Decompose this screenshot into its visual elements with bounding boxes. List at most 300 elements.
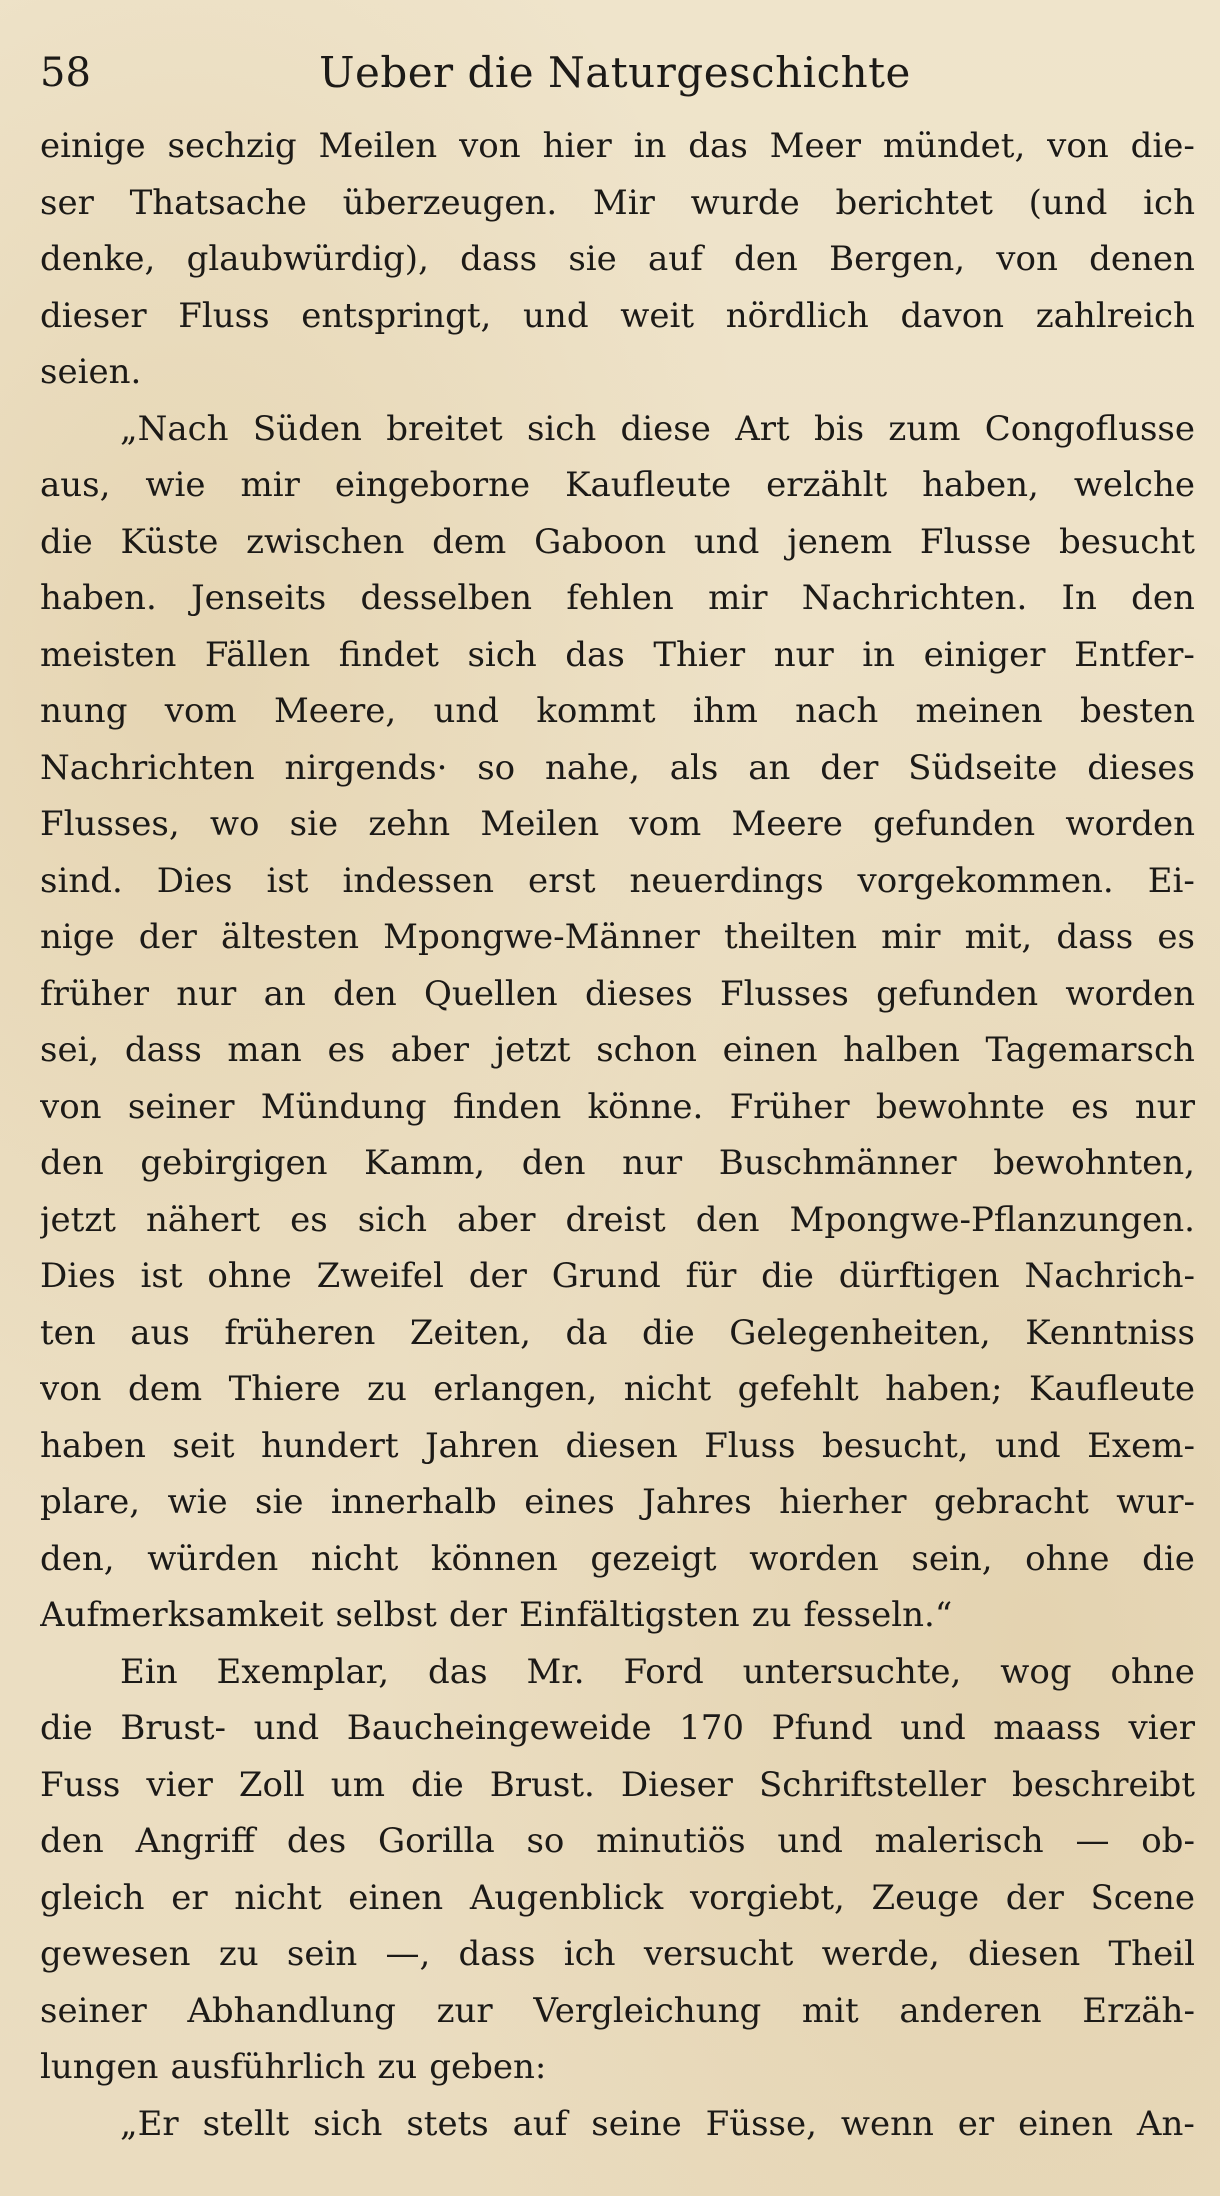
word: den [734,239,798,279]
word: nur [1134,1086,1195,1127]
word: Meere, [273,691,397,731]
word: Thier [653,634,746,675]
word: Bergen, [829,239,966,279]
text-line [40,1418,1195,1475]
text-line [40,1531,1195,1588]
word: gezeigt [590,1538,717,1579]
text-line [40,1757,1195,1814]
word: stellt [202,2103,290,2144]
word: Meilen [480,804,600,844]
word: anderen [899,1990,1042,2031]
text-line [40,1587,1195,1644]
word: der [1005,1877,1064,1918]
word: auf [512,2103,568,2144]
word: es [327,1030,366,1070]
word: maass [993,1708,1101,1748]
word: der [820,747,879,788]
word: Mpongwe-Männer [383,917,700,957]
word: hier [542,126,612,166]
word: gleich [40,1877,145,1918]
word: die [642,1312,695,1353]
word: bewohnten, [993,1143,1195,1183]
word: den [40,1821,104,1861]
word: dürftigen [838,1256,1000,1296]
word: und [900,1708,966,1748]
word: mir [881,917,941,957]
word: gebirgigen [140,1143,328,1183]
word: Küste [120,521,219,562]
word: wurde [690,182,800,223]
word: Kaufleute [565,465,732,505]
text-line [40,1079,1195,1136]
word: wur- [1116,1482,1195,1522]
word: neuerdings [629,860,824,901]
word: von [40,1369,102,1409]
word: erzählt [766,465,888,505]
word: sich [526,408,597,449]
word: Fluss [704,1425,796,1466]
text-line [40,118,1195,175]
word: Augenblick [469,1877,664,1918]
text-line [40,1135,1195,1192]
word: Zoll [238,1764,305,1805]
word: einen [348,1877,444,1918]
text-line [40,401,1195,458]
word: besucht, [821,1425,969,1466]
word: so [477,747,516,788]
word: worden [749,1538,879,1579]
text-line [40,1870,1195,1927]
text-line [40,1474,1195,1531]
word: seiner [127,1086,235,1127]
word: findet [338,634,439,675]
word: kommt [536,691,656,731]
word: es [290,1199,328,1240]
word: Kamm, [364,1143,486,1183]
word: desselben [360,578,533,618]
word: in [633,126,667,166]
word: bis [814,408,865,449]
word: eines [524,1482,615,1522]
word: früheren [224,1312,376,1353]
word: als [669,747,719,788]
text-line [40,1361,1195,1418]
word: würden [147,1538,279,1579]
word: dass [1056,917,1134,957]
text-line [40,1813,1195,1870]
word: Flusses [720,973,849,1014]
word: entspringt, [301,295,492,336]
word: und [777,1821,843,1861]
word: den [521,1143,586,1183]
word: erst [528,860,596,901]
word: nördlich [725,295,869,336]
word: hundert [261,1425,399,1466]
word: den [1131,578,1195,618]
word: und [693,521,760,562]
text-line [40,1926,1195,1983]
text-line [40,288,1195,345]
word: malerisch [874,1821,1044,1861]
word: von [996,239,1058,279]
word: es [1071,1086,1109,1127]
word: nach [795,691,879,731]
word: worden [1065,804,1195,844]
word: wog [1000,1651,1072,1692]
word: es [1157,917,1195,957]
text-line [40,2039,1195,2096]
text-line [40,627,1195,684]
word: welche [1073,465,1195,505]
word: Quellen [424,973,558,1014]
word: wo [209,804,260,844]
word: dieses [584,973,693,1014]
word: Mündung [260,1086,427,1127]
word: nur [622,1143,683,1183]
word: sechzig [167,126,297,166]
word: selbst [335,1595,437,1635]
word: Jahren [424,1425,540,1466]
text-line [40,740,1195,797]
word: dieser [40,295,147,336]
word: wenn [840,2103,934,2144]
word: sind. [40,860,123,901]
word: ihm [692,691,758,731]
word: vorgekommen. [857,860,1114,901]
word: nige [40,917,115,957]
word: vom [164,691,237,731]
word: aber [457,1199,536,1240]
word: beschreibt [1011,1764,1195,1805]
word: Dieser [620,1764,733,1805]
word: nicht [234,1877,322,1918]
text-line [40,1305,1195,1362]
word: Zeuge [871,1877,980,1918]
word: die [410,1764,464,1805]
word: weit [620,295,695,336]
word: Tagemarsch [985,1030,1195,1070]
word: Gaboon [534,521,667,562]
word: vier [146,1764,213,1805]
word: auf [648,239,703,279]
word: berichtet [835,182,993,223]
word: glaubwürdig), [186,239,429,279]
word: dreist [565,1199,666,1240]
word: „Nach [120,408,229,449]
word: Brust. [489,1764,595,1805]
word: seine [591,2103,682,2144]
word: Zweifel [316,1256,444,1296]
word: ohne [1110,1651,1195,1692]
word: zu [377,2047,418,2087]
text-line [40,1248,1195,1305]
word: besten [1079,691,1195,731]
word: vom [629,804,702,844]
word: Flusse [919,521,1032,562]
text-line [40,1022,1195,1079]
body-text [40,118,1195,2152]
word: — [1075,1821,1110,1861]
word: bewohnte [875,1086,1045,1127]
word: In [1061,578,1097,618]
word: Buschmänner [718,1143,957,1183]
word: Baucheingeweide [346,1708,652,1748]
word: minutiös [596,1821,746,1861]
word: nung [40,691,128,731]
word: Mir [592,182,655,223]
word: Nachrichten [40,747,255,788]
word: Südseite [908,747,1058,788]
word: Pfund [771,1708,873,1748]
word: indessen [342,860,495,901]
word: früher [40,973,150,1014]
word: gewesen [40,1934,191,1974]
word: stets [406,2103,489,2144]
word: er [957,2103,995,2144]
word: und [523,295,589,336]
word: —, [385,1934,431,1974]
word: seiner [40,1990,147,2031]
word: mit, [964,917,1033,957]
word: sie [255,1482,304,1522]
word: die [1142,1538,1195,1579]
word: den, [40,1538,115,1579]
page-number: 58 [40,50,91,96]
word: 170 [679,1708,745,1748]
text-line [40,344,1195,401]
word: aber [390,1030,470,1070]
word: lungen [40,2047,159,2087]
word: haben, [922,465,1039,505]
word: von [459,126,521,166]
word: Gelegenheiten, [729,1312,991,1353]
word: Ei- [1147,860,1195,901]
word: dass [124,1030,202,1070]
word: der [468,1256,527,1296]
word: finden [452,1086,562,1127]
word: das [565,634,625,675]
word: aus [130,1312,190,1353]
word: nur [773,634,834,675]
word: innerhalb [330,1482,497,1522]
word: können [430,1538,558,1579]
word: sie [289,804,339,844]
word: an [263,973,306,1014]
word: dass [460,239,538,279]
word: sich [467,634,537,675]
text-line [40,796,1195,853]
word: geben: [429,2047,547,2087]
text-line [40,231,1195,288]
word: Vergleichung [533,1990,762,2031]
word: seien. [40,352,142,392]
word: Einfältigsten [518,1595,740,1635]
word: zwischen [246,521,405,562]
word: mir [240,465,300,505]
word: Aufmerksamkeit [40,1595,324,1635]
word: jetzt [494,1030,571,1070]
word: plare, [40,1482,141,1522]
word: haben; [885,1369,1003,1409]
text-line [40,683,1195,740]
word: nähert [145,1199,261,1240]
word: des [286,1821,347,1861]
word: Jenseits [191,578,327,618]
word: Nachrichten. [801,578,1028,618]
word: von [40,1086,102,1127]
word: Mpongwe-Pflanzungen. [789,1199,1195,1240]
word: ich [563,1934,616,1974]
word: einen [1018,2103,1113,2144]
word: Congoflusse [984,408,1195,449]
word: Jahres [642,1482,752,1522]
word: ob- [1141,1821,1195,1861]
word: mit [801,1990,859,2031]
text-line [40,175,1195,232]
word: die [761,1256,814,1296]
word: ohne [1025,1538,1110,1579]
word: Erzäh- [1082,1990,1195,2031]
word: überzeugen. [342,182,558,223]
word: hierher [779,1482,907,1522]
word: haben [40,1425,146,1466]
word: man [227,1030,302,1070]
word: sei, [40,1030,100,1070]
word: zu [751,1595,792,1635]
word: nur [176,973,237,1014]
text-line [40,1983,1195,2040]
word: gefehlt [737,1369,859,1409]
page-header [40,42,1190,104]
text-line [40,2096,1195,2153]
word: Scene [1090,1877,1195,1918]
word: könne. [587,1086,704,1127]
word: sein [286,1934,358,1974]
word: Exem- [1087,1425,1195,1466]
word: dieses [1087,747,1195,788]
text-line [40,457,1195,514]
word: gefunden [876,973,1039,1014]
word: Fällen [204,634,311,675]
word: vorgiebt, [689,1877,845,1918]
word: er [171,1877,208,1918]
word: jetzt [40,1199,116,1240]
word: fesseln.“ [803,1595,953,1635]
word: nicht [310,1538,399,1579]
word: und [433,691,500,731]
word: untersuchte, [742,1651,962,1692]
word: an [748,747,791,788]
word: ich [1143,182,1195,223]
text-line [40,514,1195,571]
word: in [862,634,896,675]
running-title: Ueber die Naturgeschichte [319,48,911,97]
word: dem [432,521,507,562]
word: vier [1128,1708,1195,1748]
text-line [40,570,1195,627]
word: Gorilla [377,1821,495,1861]
word: wie [167,1482,228,1522]
word: Kaufleute [1028,1369,1195,1409]
word: für [685,1256,737,1296]
word: denke, [40,239,156,279]
text-line [40,853,1195,910]
word: meinen [915,691,1043,731]
word: sie [568,239,617,279]
word: diesen [565,1425,678,1466]
word: Kenntniss [1025,1312,1195,1353]
word: ist [140,1256,183,1296]
word: nicht [623,1369,712,1409]
text-line [40,966,1195,1023]
word: Dies [156,860,233,901]
word: breitet [386,408,503,449]
word: sich [313,2103,383,2144]
word: Entfer- [1074,634,1195,675]
word: Abhandlung [187,1990,396,2031]
word: Süden [252,408,362,449]
word: nahe, [544,747,640,788]
word: Flusses, [40,804,180,844]
word: zu [218,1934,259,1974]
word: Thatsache [129,182,307,223]
word: dass [458,1934,536,1974]
word: den [695,1199,760,1240]
word: ohne [207,1256,292,1296]
word: davon [900,295,1005,336]
word: ist [266,860,309,901]
word: Zeiten, [409,1312,531,1353]
word: zehn [368,804,451,844]
word: einige [40,126,146,166]
word: von [1047,126,1109,166]
word: halben [843,1030,960,1070]
word: zahlreich [1035,295,1195,336]
word: jenem [787,521,893,562]
word: Ein [120,1651,178,1692]
word: der [138,917,197,957]
text-line [40,1644,1195,1701]
word: zur [436,1990,493,2031]
word: Meere [731,804,843,844]
word: Brust- [120,1708,227,1748]
word: zu [367,1369,407,1409]
word: gebracht [933,1482,1089,1522]
word: fehlen [566,578,674,618]
word: ausführlich [170,2047,366,2087]
word: dem [128,1369,203,1409]
word: theilten [723,917,858,957]
text-line [40,1700,1195,1757]
word: werde, [821,1934,940,1974]
word: einen [722,1030,818,1070]
word: „Er [120,2103,179,2144]
word: ten [40,1312,96,1353]
word: Mr. [526,1651,585,1692]
word: Dies [40,1256,116,1296]
word: haben. [40,578,157,618]
word: mündet, [882,126,1026,166]
word: einiger [923,634,1046,675]
word: diesen [968,1934,1081,1974]
word: so [526,1821,565,1861]
word: An- [1136,2103,1195,2144]
word: Exemplar, [216,1651,390,1692]
word: das [428,1651,488,1692]
word: Fuss [40,1764,121,1805]
word: Ford [623,1651,704,1692]
word: und [995,1425,1061,1466]
